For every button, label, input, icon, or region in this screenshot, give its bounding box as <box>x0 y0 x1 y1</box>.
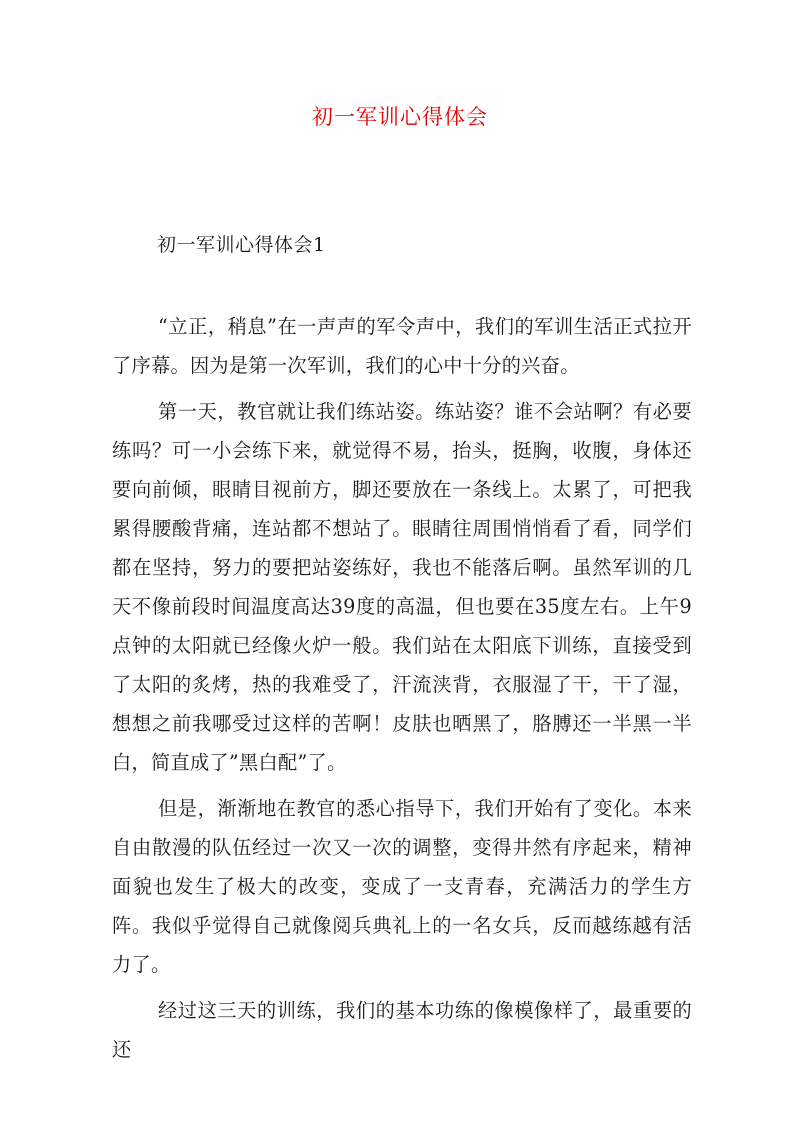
section-heading: 初一军训心得体会1 <box>157 234 326 256</box>
paragraph: 经过这三天的训练，我们的基本功练的像模像样了，最重要的还 <box>112 999 692 1061</box>
document-body <box>112 307 692 1076</box>
document-title: 初一军训心得体会 <box>312 105 488 129</box>
paragraph: 但是，渐渐地在教官的悉心指导下，我们开始有了变化。本来自由散漫的队伍经过一次又一次的调整，变得井然有序起来，精神面貌也发生了极大的改变，变成了一支青春，充满活力的学生方阵。我似乎觉得自己就像阅兵典礼上的一名女兵，反而越练越有活力了。 <box>112 797 692 976</box>
paragraph: “立正，稍息”在一声声的军令声中，我们的军训生活正式拉开了序幕。因为是第一次军训，我们的心中十分的兴奋。 <box>112 315 692 377</box>
paragraph: 第一天，教官就让我们练站姿。练站姿？谁不会站啊？有必要练吗？可一小会练下来，就觉得不易，抬头，挺胸，收腹，身体还要向前倾，眼睛目视前方，脚还要放在一条线上。太累了，可把我累得腰酸背痛，连站都不想站了。眼睛往周围悄悄看了看，同学们都在坚持，努力的要把站姿练好，我也不能落后啊。虽然军训的几天不像前段时间温度高达39度的高温，但也要在35度左右。上午9点钟的太阳就已经像火炉一般。我们站在太阳底下训练，直接受到了太阳的炙烤，热的我难受了，汗流浃背，衣服湿了干，干了湿，想想之前我哪受过这样的苦啊！皮肤也晒黑了，胳膊还一半黑一半白，简直成了”黑白配”了。 <box>112 400 692 774</box>
